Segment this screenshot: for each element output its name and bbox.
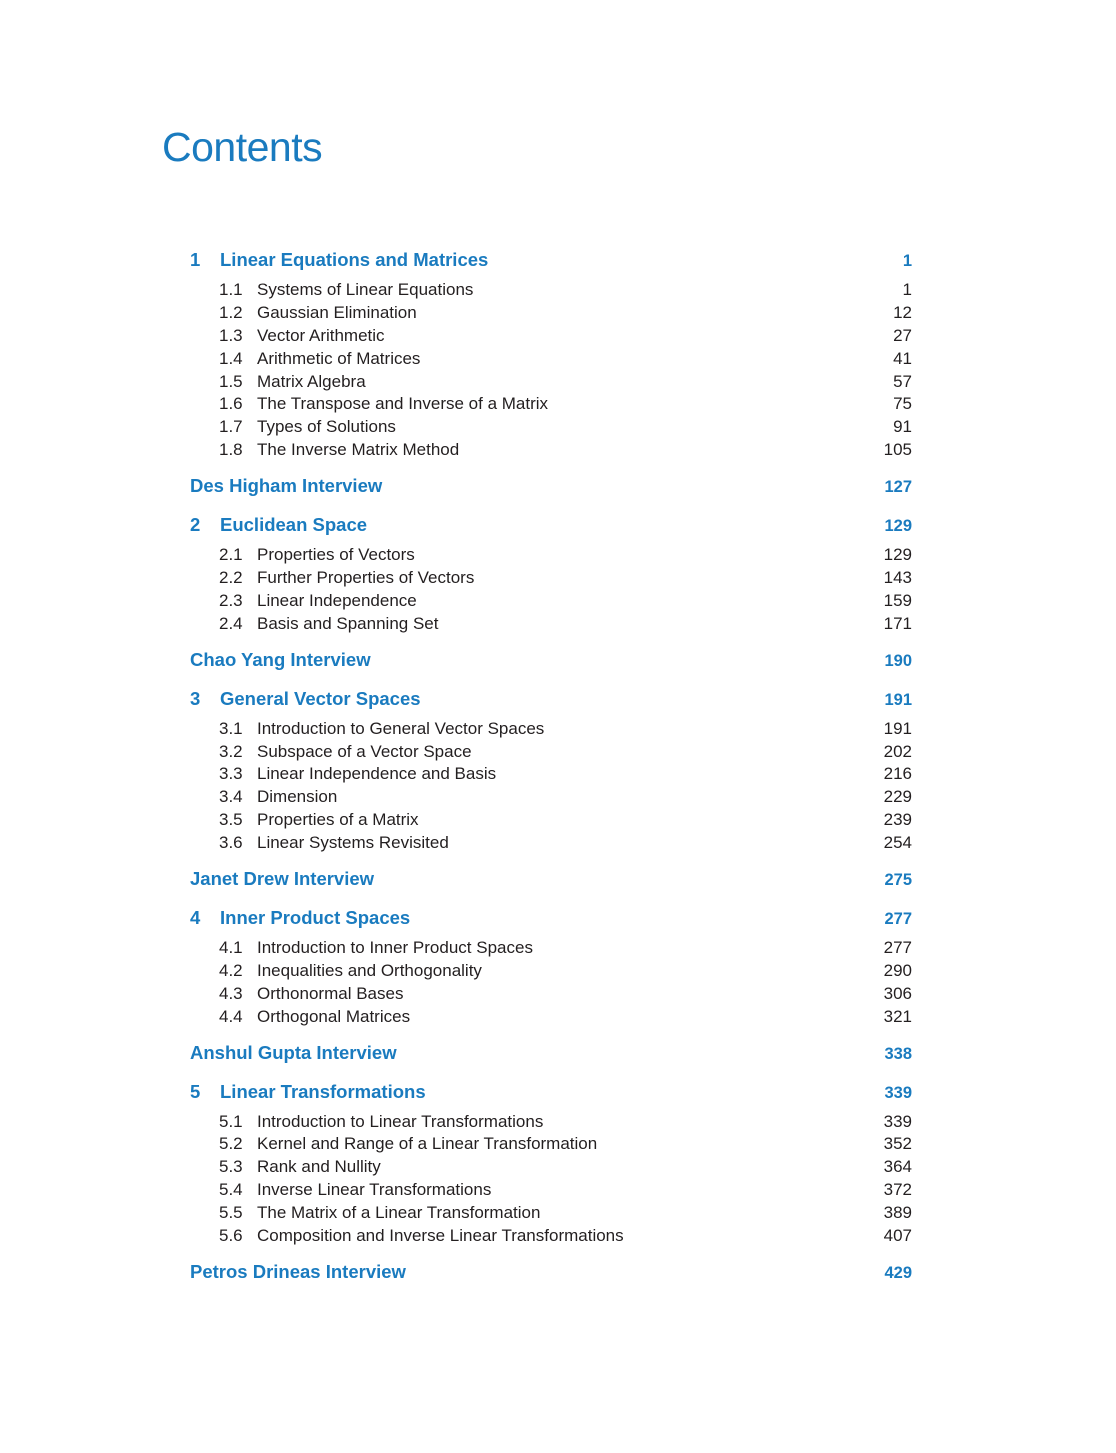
section-title: Linear Independence (257, 590, 417, 610)
interview-title: Petros Drineas Interview (190, 1260, 406, 1282)
toc-chapter-entry[interactable] (190, 688, 912, 715)
toc-section-entry[interactable] (190, 1180, 912, 1203)
toc-section-entry[interactable] (190, 833, 912, 856)
page-number: 1 (902, 280, 912, 299)
section-title: Further Properties of Vectors (257, 568, 475, 588)
chapter-title: Euclidean Space (220, 514, 368, 536)
toc-section-entry[interactable] (190, 372, 912, 395)
toc-interview-entry[interactable] (190, 868, 912, 895)
section-title: Arithmetic of Matrices (257, 348, 421, 368)
section-list (190, 280, 912, 463)
chapter-number: 4 (190, 907, 201, 929)
section-number: 1.3 (219, 325, 243, 345)
section-title: Types of Solutions (257, 417, 396, 437)
page-number: 12 (893, 302, 912, 322)
page-number: 129 (883, 545, 912, 565)
section-title: Kernel and Range of a Linear Transformation (257, 1134, 598, 1154)
toc-section-entry[interactable] (190, 1007, 912, 1030)
section-number: 5.5 (219, 1203, 243, 1223)
page-number: 429 (884, 1263, 912, 1282)
chapter-number: 2 (190, 514, 201, 536)
page-number: 202 (883, 741, 912, 761)
section-title: Systems of Linear Equations (257, 280, 474, 299)
toc-chapter-entry[interactable] (190, 514, 912, 541)
section-title: The Inverse Matrix Method (257, 440, 460, 460)
chapter-number: 3 (190, 687, 201, 709)
section-title: Linear Systems Revisited (257, 833, 449, 853)
interview-title: Janet Drew Interview (190, 868, 375, 890)
toc-section-entry[interactable] (190, 938, 912, 961)
page-number: 389 (883, 1203, 912, 1223)
table-of-contents (190, 249, 912, 1288)
section-number: 2.4 (219, 613, 243, 633)
page-number: 277 (884, 910, 912, 929)
section-number: 3.1 (219, 718, 243, 738)
section-title: Introduction to Inner Product Spaces (257, 938, 533, 958)
section-number: 5.2 (219, 1134, 243, 1154)
section-number: 4.3 (219, 983, 243, 1003)
page-number: 254 (883, 833, 912, 853)
toc-chapter-entry[interactable] (190, 907, 912, 934)
toc-interview-entry[interactable] (190, 475, 912, 502)
toc-section-entry[interactable] (190, 545, 912, 568)
page-number: 91 (893, 417, 912, 437)
chapter-title: Inner Product Spaces (220, 907, 411, 929)
toc-section-entry[interactable] (190, 440, 912, 463)
chapter-title: Linear Transformations (220, 1080, 426, 1102)
section-number: 4.4 (219, 1006, 243, 1026)
page-number: 352 (883, 1134, 912, 1154)
section-number: 2.1 (219, 545, 243, 565)
section-number: 3.4 (219, 787, 243, 807)
section-number: 5.6 (219, 1226, 243, 1246)
toc-section-entry[interactable] (190, 349, 912, 372)
page-number: 171 (883, 613, 912, 633)
section-title: Gaussian Elimination (257, 302, 417, 322)
page-number: 338 (884, 1044, 912, 1063)
page-number: 75 (893, 394, 912, 414)
section-title: Introduction to Linear Transformations (257, 1111, 544, 1131)
section-number: 5.3 (219, 1157, 243, 1177)
page-number: 191 (883, 718, 912, 738)
section-list (190, 938, 912, 1030)
toc-section-entry[interactable] (190, 326, 912, 349)
section-number: 1.6 (219, 394, 243, 414)
section-number: 5.4 (219, 1180, 243, 1200)
page-number: 372 (883, 1180, 912, 1200)
page-number: 127 (884, 478, 912, 497)
toc-section-entry[interactable] (190, 394, 912, 417)
chapter-title: Linear Equations and Matrices (220, 249, 489, 270)
toc-section-entry[interactable] (190, 614, 912, 637)
section-title: Composition and Inverse Linear Transformations (257, 1226, 624, 1246)
page-number: 364 (883, 1157, 912, 1177)
page-number: 321 (883, 1006, 912, 1026)
toc-section-entry[interactable] (190, 984, 912, 1007)
page-number: 143 (883, 568, 912, 588)
toc-section-entry[interactable] (190, 961, 912, 984)
section-number: 1.2 (219, 302, 243, 322)
interview-title: Chao Yang Interview (190, 648, 371, 670)
section-title: The Transpose and Inverse of a Matrix (257, 394, 549, 414)
section-number: 4.2 (219, 960, 243, 980)
page-number: 27 (893, 325, 912, 345)
chapter-number: 1 (190, 249, 201, 270)
page-number: 159 (883, 590, 912, 610)
section-number: 5.1 (219, 1111, 243, 1131)
toc-section-entry[interactable] (190, 787, 912, 810)
section-title: Orthonormal Bases (257, 983, 404, 1003)
page-number: 1 (902, 252, 912, 270)
section-title: Matrix Algebra (257, 371, 366, 391)
section-title: Properties of a Matrix (257, 810, 419, 830)
page-number: 277 (883, 938, 912, 958)
section-title: Linear Independence and Basis (257, 764, 497, 784)
section-number: 1.8 (219, 440, 243, 460)
page-number: 229 (883, 787, 912, 807)
section-number: 3.3 (219, 764, 243, 784)
interview-title: Anshul Gupta Interview (190, 1041, 397, 1063)
section-number: 2.3 (219, 590, 243, 610)
section-list (190, 545, 912, 637)
page-number: 339 (884, 1083, 912, 1102)
page-number: 190 (884, 651, 912, 670)
toc-section-entry[interactable] (190, 764, 912, 787)
page-number: 275 (884, 871, 912, 890)
section-title: Vector Arithmetic (257, 325, 385, 345)
toc-interview-entry[interactable] (190, 649, 912, 676)
toc-interview-entry[interactable] (190, 1042, 912, 1069)
section-title: Inequalities and Orthogonality (257, 960, 482, 980)
section-title: Rank and Nullity (257, 1157, 381, 1177)
page-number: 306 (883, 983, 912, 1003)
page-number: 339 (883, 1111, 912, 1131)
section-number: 1.1 (219, 280, 243, 299)
section-title: Subspace of a Vector Space (257, 741, 472, 761)
section-number: 1.4 (219, 348, 243, 368)
page-number: 57 (893, 371, 912, 391)
toc-section-entry[interactable] (190, 719, 912, 742)
page-number: 191 (884, 690, 912, 709)
toc-section-entry[interactable] (190, 1226, 912, 1249)
section-title: Basis and Spanning Set (257, 613, 439, 633)
toc-section-entry[interactable] (190, 1112, 912, 1135)
section-title: Orthogonal Matrices (257, 1006, 411, 1026)
toc-section-entry[interactable] (190, 568, 912, 591)
section-number: 3.6 (219, 833, 243, 853)
interview-title: Des Higham Interview (190, 475, 383, 497)
toc-chapter-entry[interactable] (190, 1081, 912, 1108)
toc-section-entry[interactable] (190, 280, 912, 303)
section-list (190, 719, 912, 856)
toc-section-entry[interactable] (190, 1203, 912, 1226)
section-number: 2.2 (219, 568, 243, 588)
page-title: Contents (162, 124, 323, 170)
page-number: 407 (883, 1226, 912, 1246)
section-number: 3.2 (219, 741, 243, 761)
chapter-number: 5 (190, 1080, 201, 1102)
toc-section-entry[interactable] (190, 1157, 912, 1180)
page-number: 290 (883, 960, 912, 980)
toc-section-entry[interactable] (190, 1134, 912, 1157)
section-title: Properties of Vectors (257, 545, 415, 565)
toc-section-entry[interactable] (190, 417, 912, 440)
page-number: 239 (883, 810, 912, 830)
toc-section-entry[interactable] (190, 303, 912, 326)
toc-section-entry[interactable] (190, 810, 912, 833)
section-number: 3.5 (219, 810, 243, 830)
chapter-title: General Vector Spaces (220, 687, 421, 709)
page-number: 129 (884, 517, 912, 536)
toc-chapter-entry[interactable] (190, 249, 912, 276)
toc-section-entry[interactable] (190, 591, 912, 614)
section-number: 1.7 (219, 417, 243, 437)
section-title: Introduction to General Vector Spaces (257, 718, 545, 738)
section-number: 4.1 (219, 938, 243, 958)
page-number: 105 (883, 440, 912, 460)
toc-section-entry[interactable] (190, 742, 912, 765)
section-title: Dimension (257, 787, 338, 807)
section-number: 1.5 (219, 371, 243, 391)
page-number: 41 (893, 348, 912, 368)
toc-interview-entry[interactable] (190, 1261, 912, 1288)
page-number: 216 (883, 764, 912, 784)
section-title: The Matrix of a Linear Transformation (257, 1203, 541, 1223)
section-list (190, 1112, 912, 1249)
section-title: Inverse Linear Transformations (257, 1180, 492, 1200)
